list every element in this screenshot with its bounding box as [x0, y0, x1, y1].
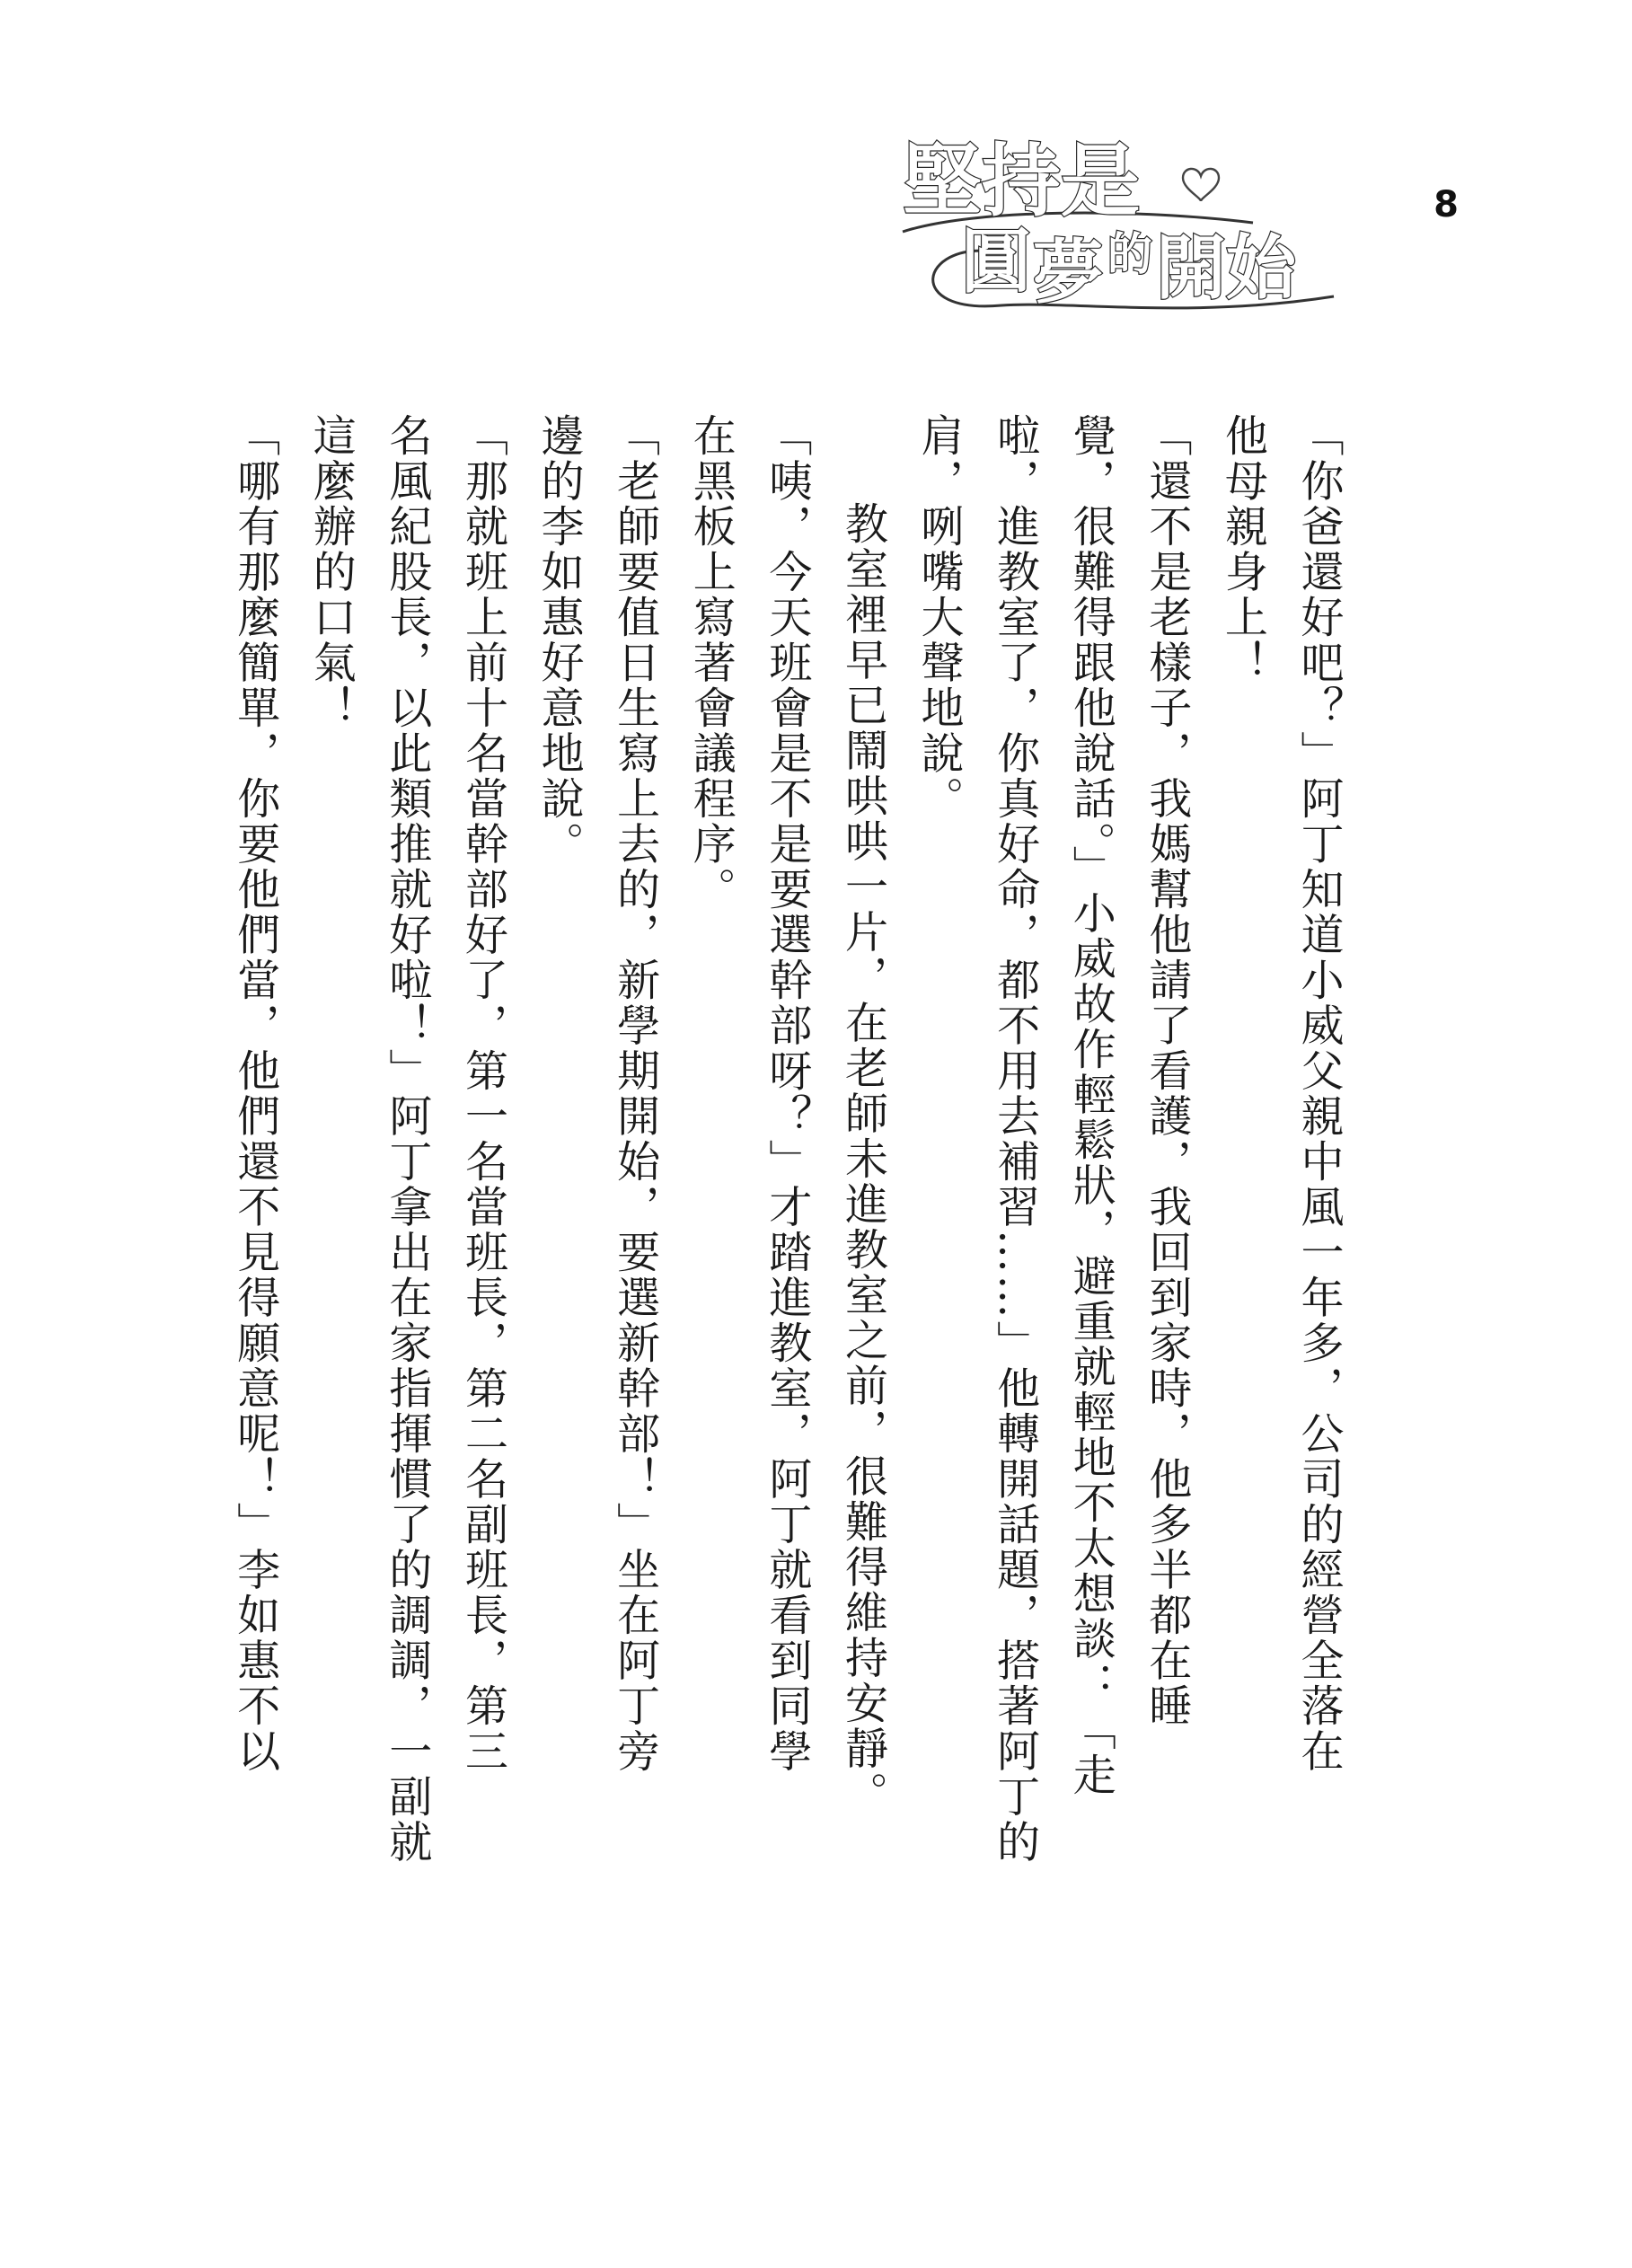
text-column: 肩，咧嘴大聲地說。 — [913, 413, 965, 822]
text-column: 「還不是老樣子，我媽幫他請了看護，我回到家時，他多半都在睡 — [1141, 413, 1192, 1729]
text-column: 「那就班上前十名當幹部好了，第一名當班長，第二名副班長，第三 — [457, 413, 508, 1774]
book-title-logo — [867, 126, 1343, 323]
text-column: 教室裡早已鬧哄哄一片，在老師未進教室之前，很難得維持安靜。 — [837, 501, 888, 1817]
logo-title-yuan: 圓 — [961, 221, 1032, 303]
logo-graphic — [867, 126, 1343, 323]
body-text — [229, 413, 1356, 2039]
page-number: 8 — [1434, 184, 1459, 225]
heart-icon — [1183, 169, 1219, 201]
text-column: 覺，很難得跟他說話。」小威故作輕鬆狀，避重就輕地不太想談：「走 — [1065, 413, 1116, 1798]
text-column: 這麼辦的口氣！ — [305, 413, 357, 731]
text-column: 「你爸還好吧？」阿丁知道小威父親中風一年多，公司的經營全落在 — [1293, 413, 1344, 1774]
logo-title-line1: 堅持是 — [903, 134, 1141, 227]
text-column: 在黑板上寫著會議程序。 — [685, 413, 737, 913]
logo-title-kaishi: 開始 — [1156, 227, 1297, 309]
text-column: 「哪有那麼簡單，你要他們當，他們還不見得願意呢！」李如惠不以 — [229, 413, 280, 1774]
text-column: 「咦，今天班會是不是要選幹部呀？」才踏進教室，阿丁就看到同學 — [761, 413, 812, 1774]
logo-title-meng: 夢 — [1033, 232, 1104, 313]
text-column: 名風紀股長，以此類推就好啦！」阿丁拿出在家指揮慣了的調調，一副就 — [381, 413, 432, 1865]
logo-title-de: 的 — [1107, 227, 1152, 280]
text-column: 他母親身上！ — [1217, 413, 1268, 685]
text-column: 啦，進教室了，你真好命，都不用去補習……」他轉開話題，搭著阿丁的 — [989, 413, 1040, 1865]
text-column: 「老師要值日生寫上去的，新學期開始，要選新幹部！」坐在阿丁旁 — [609, 413, 660, 1774]
text-column: 邊的李如惠好意地說。 — [534, 413, 585, 867]
